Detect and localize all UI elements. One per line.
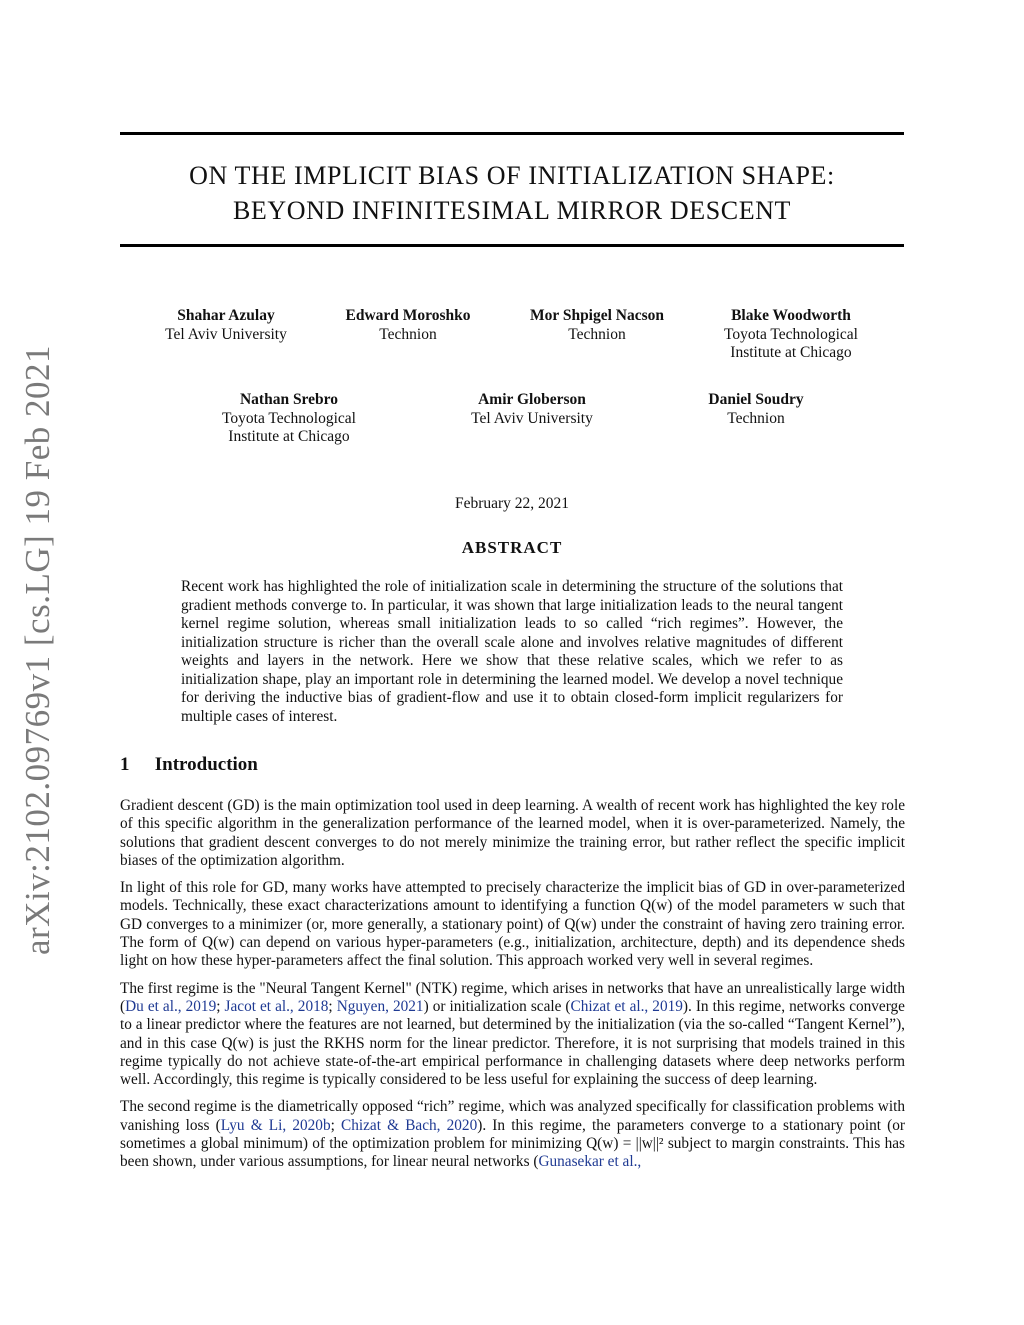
author-name: Amir Globerson bbox=[478, 391, 586, 408]
paragraph bbox=[120, 1098, 905, 1171]
citation-separator: ; bbox=[216, 997, 225, 1015]
author-affiliation: Tel Aviv University bbox=[471, 409, 593, 427]
paragraph-text: ). In this regime, networks converge to a linear predictor where the features are not learned, but determined by the initialization (via the so-called “Tangent Kernel”), and in this case Q(w) is just the RKHS norm for the linear predictor. Therefore, it is not surprising that models trained in this regime typically do not achieve state-of-the-art empirical performance in challenging datasets where deep networks perform well. Accordingly, this regime is typically considered to be less useful for explaining the success of deep learning. bbox=[120, 997, 905, 1089]
citation-link[interactable]: Gunasekar et al., bbox=[538, 1153, 642, 1171]
abstract-heading: ABSTRACT bbox=[461, 538, 563, 557]
citation-separator: ; bbox=[330, 1116, 342, 1134]
section-title: Introduction bbox=[154, 754, 258, 775]
author-affiliation: Technion bbox=[568, 325, 626, 343]
author-affiliation: Toyota Technological bbox=[724, 325, 858, 343]
arxiv-identifier: arXiv:2102.09769v1 [cs.LG] 19 Feb 2021 bbox=[18, 344, 57, 956]
section-body bbox=[120, 797, 905, 1181]
paragraph-text: ) or initialization scale ( bbox=[423, 997, 571, 1015]
abstract-text: Recent work has highlighted the role of initialization scale in determining the structure of the solutions that gradient methods converge to. In particular, it was shown that large initialization leads to the neural tangent kernel regime solution, whereas small initialization leads to so called “rich regimes”. However, the initialization structure is richer than the overall scale alone and involves relative magnitudes of different weights and layers in the network. Here we show that these relative scales, which we refer to as initialization shape, play an important role in determining the learned model. We develop a novel technique for deriving the inductive bias of gradient-flow and use it to obtain closed-form implicit regularizers for multiple cases of interest. bbox=[181, 578, 843, 725]
section-number: 1 bbox=[120, 754, 130, 775]
author-block bbox=[148, 307, 304, 344]
arxiv-sidebar-stamp bbox=[6, 344, 70, 956]
author-block bbox=[328, 307, 488, 344]
citation-link[interactable]: Du et al., 2019 bbox=[125, 997, 217, 1015]
author-name: Daniel Soudry bbox=[708, 391, 804, 408]
title-line-2: BEYOND INFINITESIMAL MIRROR DESCENT bbox=[232, 196, 792, 225]
author-block bbox=[706, 307, 876, 363]
author-affiliation: Tel Aviv University bbox=[165, 325, 287, 343]
paragraph: In light of this role for GD, many works have attempted to precisely characterize the implicit bias of GD in over-parameterized models. Technically, these exact characterizations amount to identifying a function Q(w) of the model parameters w such that GD converges to a minimizer (or, more generally, a stationary point) of Q(w) under the constraint of having zero training error. The form of Q(w) can depend on various hyper-parameters (e.g., initialization, architecture, depth) and its dependence sheds light on how these hyper-parameters affect the final solution. This approach worked very well in several regimes. bbox=[120, 879, 905, 970]
author-name: Nathan Srebro bbox=[239, 391, 339, 408]
author-name: Blake Woodworth bbox=[731, 307, 851, 324]
paragraph: Gradient descent (GD) is the main optimization tool used in deep learning. A wealth of recent work has highlighted the key role of this specific algorithm in the generalization performance of the learned model, when it is over-parameterized. Namely, the solutions that gradient descent converges to do not merely minimize the training error, but rather reflect the specific implicit biases of the optimization algorithm. bbox=[120, 797, 905, 869]
author-block bbox=[452, 391, 612, 428]
title-line-1: ON THE IMPLICIT BIAS OF INITIALIZATION SHAPE: bbox=[189, 161, 835, 190]
paragraph-text: The second regime is the diametrically opposed “rich” regime, which was analyzed specifically for classification problems with vanishing loss ( bbox=[120, 1098, 905, 1134]
citation-link[interactable]: Jacot et al., 2018 bbox=[224, 997, 329, 1015]
paragraph-text: ). In this regime, the parameters converge to a stationary point (or sometimes a global minimum) of the optimization problem for minimizing Q(w) = ||w||² subject to margin constraints. This has been shown, under various assumptions, for linear neural networks ( bbox=[120, 1116, 905, 1171]
author-name: Shahar Azulay bbox=[177, 307, 275, 324]
author-name: Mor Shpigel Nacson bbox=[529, 307, 665, 324]
author-affiliation-cont: Institute at Chicago bbox=[730, 344, 852, 361]
citation-separator: ; bbox=[328, 997, 337, 1015]
section-heading bbox=[120, 754, 258, 776]
author-block bbox=[204, 391, 374, 447]
paragraph-text: The first regime is the "Neural Tangent Kernel" (NTK) regime, which arises in networks that have an unrealistically large width ( bbox=[120, 979, 905, 1015]
title-top-rule bbox=[120, 132, 904, 135]
author-affiliation: Technion bbox=[727, 409, 785, 427]
paper-title bbox=[120, 158, 904, 228]
title-bottom-rule bbox=[120, 244, 904, 247]
citation-link[interactable]: Chizat et al., 2019 bbox=[570, 997, 683, 1015]
publication-date: February 22, 2021 bbox=[454, 495, 570, 512]
author-affiliation: Toyota Technological bbox=[222, 409, 356, 427]
citation-link[interactable]: Lyu & Li, 2020b bbox=[220, 1116, 331, 1134]
author-affiliation-cont: Institute at Chicago bbox=[228, 428, 350, 445]
author-name: Edward Moroshko bbox=[345, 307, 471, 324]
citation-link[interactable]: Nguyen, 2021 bbox=[336, 997, 424, 1015]
author-block bbox=[512, 307, 682, 344]
paragraph bbox=[120, 980, 905, 1090]
author-affiliation: Technion bbox=[379, 325, 437, 343]
author-block bbox=[686, 391, 826, 428]
citation-link[interactable]: Chizat & Bach, 2020 bbox=[341, 1116, 478, 1134]
